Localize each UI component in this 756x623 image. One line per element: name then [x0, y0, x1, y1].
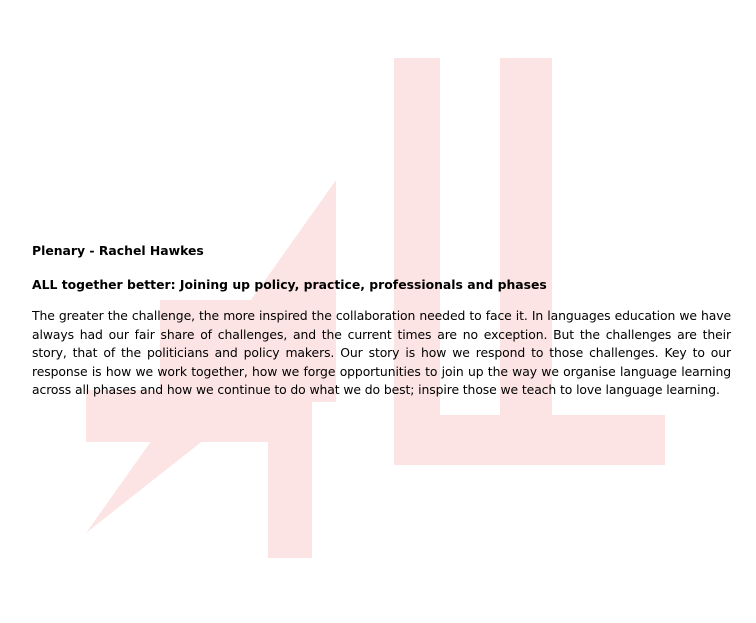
document-title: ALL together better: Joining up policy, practice, professionals and phases [32, 277, 547, 292]
watermark-four-stem [268, 402, 312, 558]
plenary-heading: Plenary - Rachel Hawkes [32, 243, 204, 258]
body-paragraph: The greater the challenge, the more inspired the collaboration needed to face it. In languages education we have always had our fair share of challenges, and the current times are no exception. But the challenges are their story, that of the politicians and policy makers. Our story is how we respond to those challenges. Key to our response is how we work together, how we forge opportunities to join up the way we organise language learning across all phases and how we continue to do what we do best; inspire those we teach to love language learning. [32, 308, 731, 397]
document-body [32, 241, 731, 400]
watermark-l2-foot [394, 415, 665, 465]
